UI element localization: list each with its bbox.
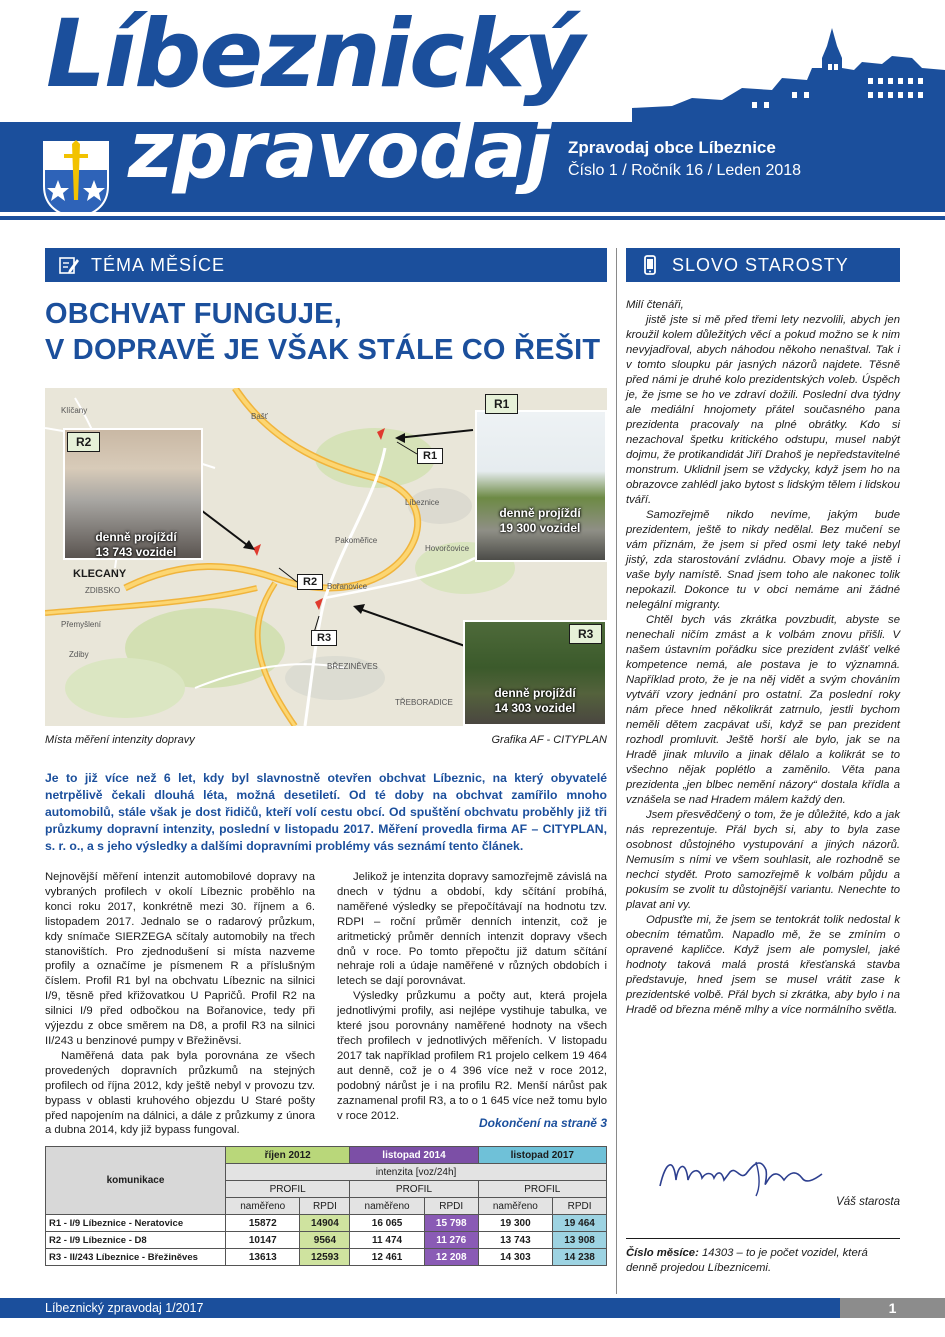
- map-label-r3: R3: [311, 630, 337, 646]
- table-header-komunikace: komunikace: [46, 1147, 226, 1215]
- continued-link[interactable]: Dokončení na straně 3: [478, 1116, 607, 1130]
- photo-caption-r2: [81, 530, 191, 560]
- paragraph: Nejnovější měření intenzit automobilové dopravy na vybraných profilech v okolí Líbeznic proběhlo na konci roku 2017, konkrétně mezi 30. říjnem a 6. listopadem 2017. Jednalo se o radarový průzkum, kdy snímače SIERZEGA sčítaly automobily na třech stanovištích. Pro zjednodušení si místa nazveme profily a označíme je písmenem R a příslušným číslem. Profil R1 byl na obchvatu Líbeznic na silnici I/9, těsně před křižovatkou U Papričů. Profil R2 na silnici I/9 před odbočkou na Bořanovice, tedy při výjezdu z obce směrem na D8, a profil R3 na silnici II/243 u benzinové pumpy v Břežiněvsi.: [45, 871, 315, 1047]
- table-cell: 11 276: [424, 1232, 478, 1249]
- paragraph: Chtěl bych vás zkrátka povzbudit, abyste se nenechali ničím zmást a k volbám znovu přišli. V našem ústavním pořádku sice prezident zvlášť velké kompetence nemá, ale postava je to významná. Například proto, že je na něj vidět a svým chováním vytváří vzory jednání pro ostatní. Za poslední roky nám přece hned několikrát zatrnulo, jestli bychom neměli dětem zacpávat uši, když se pan prezident rozhodl promluvit. Ještě horší ale bylo, jak se na Hradě jinak mluvilo a jinak dělalo a kolikrát se to všechno nějak poplétlo a zaměnilo. Věta pana prezidenta „jen blbec nemění názory“ dostala křídla a vznášela se nad Hradem málem každý den.: [626, 614, 900, 806]
- pencil-note-icon: [59, 255, 79, 275]
- article-column-2: [337, 870, 607, 1123]
- masthead-underline: [0, 216, 945, 220]
- map-town: Přemyšlení: [61, 620, 102, 629]
- village-skyline-illustration: [632, 28, 945, 124]
- map-label-r2: R2: [297, 574, 323, 590]
- traffic-intensity-table: [45, 1146, 607, 1266]
- caption-line: 19 300 vozidel: [499, 521, 581, 535]
- caption-line: 14 303 vozidel: [494, 701, 576, 715]
- paragraph: Odpusťte mi, že jsem se tentokrát tolik nedostal k obecním tématům. Napadlo mě, že se zmíním o opravené kapličce. Když jsem ale pomyslel, jaké hodnoty taková malá prostá křesťanská stavba představuje, hned jsem se musel vrátit zase k prezidentské volbě. Přál bych si zkrátka, aby bylo i na Hradě od března méně mlhy a více normálního světla.: [626, 914, 900, 1016]
- table-row: [46, 1249, 607, 1266]
- table-cell: 14 303: [478, 1249, 552, 1266]
- map-town: TŘEBORADICE: [395, 698, 453, 707]
- table-cell: 12 461: [350, 1249, 424, 1266]
- table-cell: 9564: [300, 1232, 350, 1249]
- table-cell: 16 065: [350, 1215, 424, 1232]
- table-cell: 19 464: [553, 1215, 607, 1232]
- caption-line: 13 743 vozidel: [95, 545, 177, 559]
- greeting: Milí čtenáři,: [626, 299, 684, 311]
- map-town: Líbeznice: [405, 498, 440, 507]
- article-headline: [45, 296, 607, 368]
- mayor-column: [626, 298, 900, 1018]
- caption-line: denně projíždí: [499, 506, 581, 520]
- article-column-1: [45, 870, 315, 1138]
- table-cell: 12593: [300, 1249, 350, 1266]
- map-town: Hovorčovice: [425, 544, 470, 553]
- caption-line: denně projíždí: [494, 686, 576, 700]
- photo-tag-r1: R1: [485, 394, 518, 414]
- paragraph: jistě jste si mě před třemi lety nezvolili, abych jen kroužil kolem důležitých věcí a pokud možno se k nim nevyjadřoval, abych náhodou někoho nenaštval. Tak i v tomto sloupku pár jasných názorů najdete. Těsně před námi je druhé kolo prezidentských voleb. Úspěch je, že jsme se ho ve zdraví dožili. Poslední dva týdny ale mediální hnojomety přátel současného pana prezidenta pracovaly na plné obrátky. Kdo si nezachoval špetku kritického odstupu, musel nabýt dojmu, že protikandidát Jiří Drahoš je nepředstavitelné monstrum. Uklidnil jsem se vždycky, když jsem ho na obrazovce zahlédl jako bytost s lidským tělem i lidskou tváří.: [626, 314, 900, 506]
- masthead-issue: Číslo 1 / Ročník 16 / Leden 2018: [568, 162, 802, 179]
- table-cell: 13613: [226, 1249, 300, 1266]
- headline-line1: OBCHVAT FUNGUJE,: [45, 298, 342, 330]
- table-subheader: naměřeno: [350, 1198, 424, 1215]
- table-row-label: R3 - II/243 Líbeznice - Břežiněves: [46, 1249, 226, 1266]
- mayor-signoff: Váš starosta: [836, 1196, 900, 1208]
- table-period-2012: říjen 2012: [226, 1147, 350, 1164]
- phone-icon: [640, 255, 660, 275]
- paragraph: Jelikož je intenzita dopravy samozřejmě závislá na dnech v týdnu a období, kdy sčítání probíhá, naměřené výsledky se přepočítávají na hodnotu tzv. RDPI – roční průměr denních intenzit, což je aritmetický průměr denních intenzit dopravy všech dnů v roce. Po tomto přepočtu již datum sčítání nehraje roli a údaje naměřené v různých obdobích i letech se dají porovnávat.: [337, 871, 607, 988]
- section-title-tema: TÉMA MĚSÍCE: [91, 254, 226, 275]
- map-credit: Grafika AF - CITYPLAN: [491, 734, 607, 746]
- map-town: BŘEZINĚVES: [327, 662, 378, 671]
- caption-line: denně projíždí: [95, 530, 177, 544]
- mayor-signature: [656, 1150, 826, 1198]
- masthead-tagline: Zpravodaj obce Líbeznice: [568, 138, 776, 157]
- photo-tag-r2: R2: [67, 432, 100, 452]
- page-number: 1: [840, 1298, 945, 1318]
- section-header-starosta: [626, 248, 900, 282]
- table-cell: 12 208: [424, 1249, 478, 1266]
- table-intensity-label: intenzita [voz/24h]: [226, 1164, 607, 1181]
- fact-text: 14303 – to je počet vozidel, která denně projedou Líbeznicemi.: [626, 1247, 868, 1274]
- table-row-label: R1 - I/9 Líbeznice - Neratovice: [46, 1215, 226, 1232]
- paragraph: Jsem přesvědčený o tom, že je důležité, kdo a jak nás reprezentuje. Přál bych si, aby to byla zase osobnost důstojného vystupování a jiných názorů. Nemusím s ními ve všem souhlasit, ale rozhodně se nechci stydět. Proto samozřejmě k volbám půjdu a pokusím se zvolit tu důstojnější variantu. Nenechte to plavat ani vy.: [626, 809, 900, 911]
- table-subheader: RPDI: [300, 1198, 350, 1215]
- table-cell: 14 238: [553, 1249, 607, 1266]
- section-title-starosta: SLOVO STAROSTY: [672, 254, 849, 275]
- table-profil-label: PROFIL: [226, 1181, 350, 1198]
- photo-profile-r1: [475, 410, 607, 562]
- table-cell: 15872: [226, 1215, 300, 1232]
- table-row: [46, 1232, 607, 1249]
- table-cell: 10147: [226, 1232, 300, 1249]
- headline-line2: V DOPRAVĚ JE VŠAK STÁLE CO ŘEŠIT: [45, 334, 601, 366]
- photo-caption-r1: [485, 506, 595, 536]
- coat-of-arms-icon: [42, 140, 110, 220]
- number-of-month: [626, 1246, 900, 1276]
- table-cell: 19 300: [478, 1215, 552, 1232]
- map-caption: Místa měření intenzity dopravy: [45, 734, 195, 746]
- map-town: Klíčany: [61, 406, 88, 415]
- table-cell: 13 743: [478, 1232, 552, 1249]
- paragraph: Naměřená data pak byla porovnána ze všech provedených dopravních průzkumů na stejných profilech od října 2012, kdy ještě nebyl v provozu tzv. bypass v oblasti kruhového objezdu U Staré pošty před napojením na dálnici, a dále z průzkumy z února a dubna 2014, kdy již bypass fungoval.: [45, 1049, 315, 1137]
- table-cell: 13 908: [553, 1232, 607, 1249]
- section-header-tema: [45, 248, 607, 282]
- article-lead: Je to již více než 6 let, kdy byl slavnostně otevřen obchvat Líbeznic, na který obyvatelé netrpělivě čekali dlouhá léta, možná desetiletí. Od té doby na obchvat zamířilo mnoho automobilů, stále však je dost řidičů, kteří volí cestu obcí. Od spuštění obchvatu proběhly již tři průzkumy dopravní intenzity, poslední v listopadu 2017. Měření provedla firma AF – CITYPLAN, s. r. o., a s jeho výsledky a dalšími dopravními problémy vás seznámí tento článek.: [45, 771, 607, 853]
- map-town: Bašť: [251, 412, 268, 421]
- paragraph: Výsledky průzkumu a počty aut, která projela jednotlivými profily, asi nejlépe vystihuje tabulka, ve které jsou porovnány naměřené hodnoty na všech třech profilech v jednotlivých měřeních. V listopadu 2017 tak například profilem R1 projelo celkem 19 464 aut denně, což je o 4 396 více než v roce 2012, podobný nárůst je i na profilu R2. Menší nárůst pak zaznamenal profil R3, a to o 1 645 více než tomu bylo v roce 2012.: [337, 990, 607, 1122]
- table-period-2017: listopad 2017: [478, 1147, 606, 1164]
- table-subheader: RPDI: [553, 1198, 607, 1215]
- table-period-2014: listopad 2014: [350, 1147, 478, 1164]
- masthead: [0, 0, 945, 232]
- masthead-title: Líbeznický: [46, 0, 583, 109]
- photo-tag-r3: R3: [569, 624, 602, 644]
- table-row: [46, 1215, 607, 1232]
- map-town: Bořanovice: [327, 582, 368, 591]
- table-profil-label: PROFIL: [350, 1181, 478, 1198]
- table-cell: 15 798: [424, 1215, 478, 1232]
- paragraph: Samozřejmě nikdo nevíme, jakým bude prezidentem, ještě to nikdy nedělal. Bez mučení se vám přiznám, že jsem si před osmi lety také nebyl jistý, zda starostování zvládnu. Obavy moje a jistě i vaše byly namístě. Snad jsem toho ale nakonec tolik nepokazil. Dokonce tu v obci nemáme ani žádné nelegální migranty.: [626, 509, 900, 611]
- footer-title: Líbeznický zpravodaj 1/2017: [45, 1301, 204, 1315]
- map-town: Pakoměřice: [335, 536, 378, 545]
- table-cell: 14904: [300, 1215, 350, 1232]
- map-town-major: KLECANY: [73, 568, 127, 580]
- table-subheader: naměřeno: [226, 1198, 300, 1215]
- table-subheader: naměřeno: [478, 1198, 552, 1215]
- column-divider: [616, 248, 617, 1294]
- table-cell: 11 474: [350, 1232, 424, 1249]
- table-subheader: RPDI: [424, 1198, 478, 1215]
- table-row-label: R2 - I/9 Líbeznice - D8: [46, 1232, 226, 1249]
- fact-label: Číslo měsíce:: [626, 1247, 699, 1259]
- fact-divider: [626, 1238, 900, 1239]
- table-profil-label: PROFIL: [478, 1181, 606, 1198]
- map-town: ZDIBSKO: [85, 586, 121, 595]
- map-label-r1: R1: [417, 448, 443, 464]
- photo-caption-r3: [475, 686, 595, 716]
- traffic-measurement-map: [45, 388, 607, 726]
- masthead-subtitle-large: zpravodaj: [128, 106, 551, 196]
- map-town: Zdiby: [69, 650, 89, 659]
